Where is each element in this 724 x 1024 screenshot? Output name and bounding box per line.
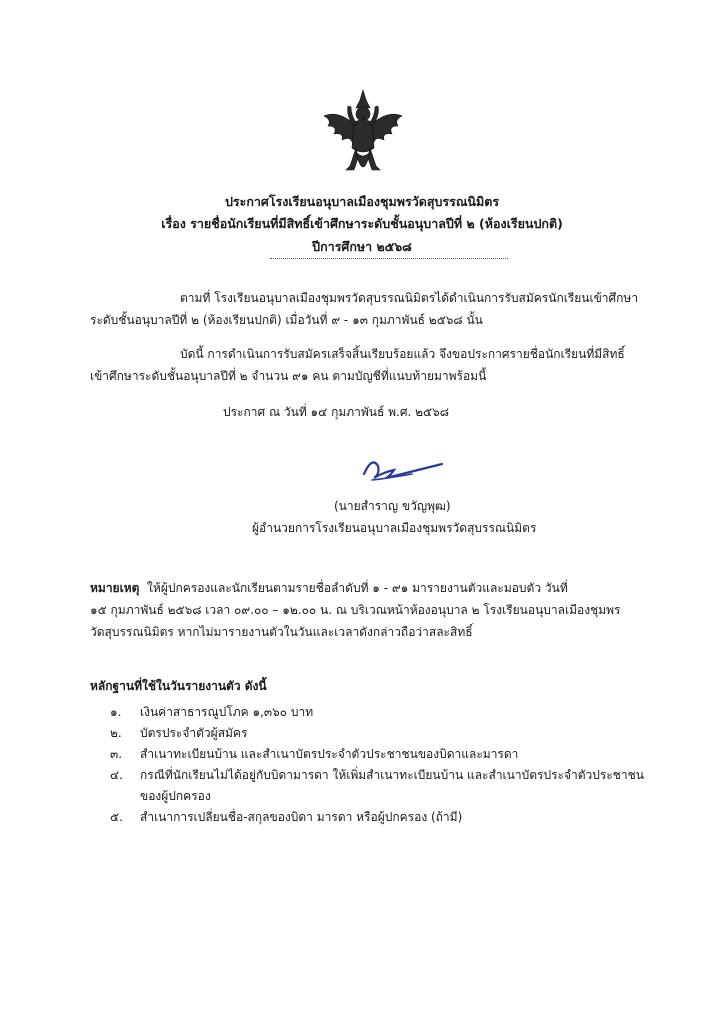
- signatory-name: (นายสำราญ ขวัญพุฒ): [334, 499, 451, 513]
- announcement-date: ประกาศ ณ วันที่ ๑๔ กุมภาพันธ์ พ.ศ. ๒๕๖๘: [223, 405, 449, 419]
- paragraph-1-line-1: ตามที่ โรงเรียนอนุบาลเมืองชุมพรวัดสุบรรณนิมิตรได้ดำเนินการรับสมัครนักเรียนเข้าศึกษา: [180, 291, 639, 305]
- list-item: ๔. กรณีที่นักเรียนไม่ได้อยู่กับบิดามารดา ให้เพิ่มสำเนาทะเบียนบ้าน และสำเนาบัตรประจำตัวประชาชน ของผู้ปกครอง: [110, 768, 645, 803]
- signature-scribble-icon: [350, 448, 450, 492]
- note-line-3: วัดสุบรรณนิมิตร หากไม่มารายงานตัวในวันและเวลาดังกล่าวถือว่าสละสิทธิ์: [90, 625, 473, 639]
- announcement-title: ประกาศโรงเรียนอนุบาลเมืองชุมพรวัดสุบรรณนิมิตร: [224, 194, 500, 209]
- garuda-emblem-icon: [318, 86, 408, 186]
- note-line-1: [90, 578, 568, 598]
- signatory-position: ผู้อำนวยการโรงเรียนอนุบาลเมืองชุมพรวัดสุบรรณนิมิตร: [252, 521, 537, 535]
- list-item: ๑. เงินค่าสาธารณูปโภค ๑,๓๖๐ บาท: [110, 705, 314, 719]
- note-label: หมายเหตุ: [90, 581, 140, 595]
- list-item: ๒. บัตรประจำตัวผู้สมัคร: [110, 726, 248, 740]
- announcement-subject: เรื่อง รายชื่อนักเรียนที่มีสิทธิ์เข้าศึกษาระดับชั้นอนุบาลปีที่ ๒ (ห้องเรียนปกติ): [161, 216, 563, 231]
- evidence-list: [88, 702, 644, 828]
- paragraph-1-line-2: ระดับชั้นอนุบาลปีที่ ๒ (ห้องเรียนปกติ) เมื่อวันที่ ๙ - ๑๓ กุมภาพันธ์ ๒๕๖๘ นั้น: [90, 313, 483, 327]
- note-text-1: ให้ผู้ปกครองและนักเรียนตามรายชื่อลำดับที่ ๑ - ๙๑ มารายงานตัวและมอบตัว วันที่: [147, 581, 568, 595]
- evidence-title: หลักฐานที่ใช้ในวันรายงานตัว ดังนี้: [90, 679, 267, 693]
- academic-year: ปีการศึกษา ๒๕๖๘: [312, 239, 412, 254]
- paragraph-2-line-2: เข้าศึกษาระดับชั้นอนุบาลปีที่ ๒ จำนวน ๙๑ คน ตามบัญชีที่แนบท้ายมาพร้อมนี้: [90, 369, 487, 383]
- list-item: ๕. สำเนาการเปลี่ยนชื่อ-สกุลของบิดา มารดา หรือผู้ปกครอง (ถ้ามี): [110, 810, 463, 824]
- note-line-2: ๑๕ กุมภาพันธ์ ๒๕๖๘ เวลา ๐๙.๐๐ – ๑๒.๐๐ น. ณ บริเวณหน้าห้องอนุบาล ๒ โรงเรียนอนุบาลเมืองชุมพร: [90, 603, 621, 617]
- paragraph-2-line-1: บัดนี้ การดำเนินการรับสมัครเสร็จสิ้นเรียบร้อยแล้ว จึงขอประกาศรายชื่อนักเรียนที่มีสิทธิ์: [180, 347, 625, 361]
- dotted-divider: [270, 258, 508, 259]
- list-item: ๓. สำเนาทะเบียนบ้าน และสำเนาบัตรประจำตัวประชาชนของบิดาและมารดา: [110, 747, 519, 761]
